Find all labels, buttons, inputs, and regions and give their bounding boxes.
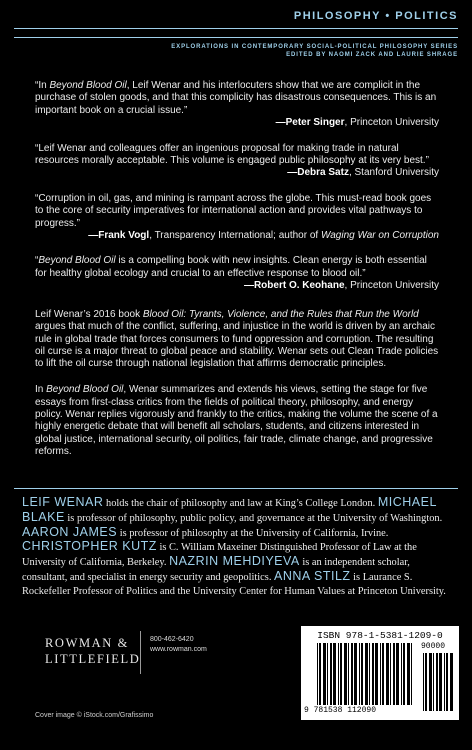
- barcode-bar: [439, 653, 442, 711]
- barcode-bar: [365, 643, 368, 705]
- barcode-bar: [333, 643, 336, 705]
- barcode-bar: [361, 643, 363, 705]
- barcode-addon-number: 90000: [421, 642, 446, 651]
- cover-image-credit: Cover image © iStock.com/Grafissimo: [35, 712, 154, 719]
- header-rule-bottom: [14, 37, 458, 38]
- barcode-bar: [411, 643, 412, 705]
- bio-text: is an independent scholar, consultant, and specialist in energy security and geopolitics.: [22, 557, 410, 583]
- barcode-bar: [369, 643, 370, 705]
- barcode-bar: [446, 653, 448, 711]
- endorsements: [35, 80, 439, 306]
- publisher-website: www.rowman.com: [150, 646, 207, 653]
- barcode-bar: [386, 643, 389, 705]
- barcode-bar: [401, 643, 402, 705]
- barcode-bar: [425, 653, 427, 711]
- publisher-name-line1: ROWMAN &: [45, 636, 129, 650]
- barcode-bar: [393, 643, 395, 705]
- series-editors: EDITED BY NAOMI ZACK AND LAURIE SHRAGE: [286, 52, 458, 58]
- bio-text: is Laurance S. Rockefeller Professor of Politics and the University Center for Human Values at Princeton University.: [22, 571, 446, 597]
- description-paragraph: Leif Wenar’s 2016 book Blood Oil: Tyrants, Violence, and the Rules that Run the World argues that much of the conflict, suffering, and injustice in the world is driven by an archaic rule in global trade that forces consumers to fund oppression and corruption. The resulting oil curse is a major threat to global peace and stability. Wenar sets out Clean Trade policies to lift the oil curse through national legislation that affirms democratic principles.: [35, 309, 439, 370]
- subject-category: PHILOSOPHY • POLITICS: [293, 10, 458, 22]
- bio-divider: [14, 488, 458, 489]
- barcode-bar: [403, 643, 405, 705]
- bio-text: is professor of philosophy at the University of California, Irvine.: [117, 527, 389, 539]
- barcode-bar: [436, 653, 438, 711]
- header-rule-top: [14, 28, 458, 29]
- barcode-bar: [450, 653, 453, 711]
- series-info: [171, 43, 458, 59]
- barcode-bar: [327, 643, 328, 705]
- barcode-bar: [380, 643, 381, 705]
- series-title: EXPLORATIONS IN CONTEMPORARY SOCIAL-POLITICAL PHILOSOPHY SERIES: [171, 44, 458, 50]
- barcode-addon-bars: [422, 653, 456, 711]
- barcode-bar: [382, 643, 384, 705]
- contributor-bios: [22, 496, 450, 599]
- barcode-bar: [429, 653, 432, 711]
- bio-text: is C. William Maxeiner Distinguished Professor of Law at the University of California, Berkeley.: [22, 542, 417, 569]
- bio-name: MICHAEL BLAKE: [22, 495, 437, 524]
- barcode-ean13-bars: [316, 643, 416, 705]
- bio-name: CHRISTOPHER KUTZ: [22, 539, 157, 554]
- barcode-bar: [330, 643, 332, 705]
- endorsement-text: “Beyond Blood Oil is a compelling book with new insights. Clean energy is both essential for healthy global ecology and crucial to an effective response to blood oil.”: [35, 255, 427, 279]
- book-description: [35, 309, 439, 472]
- endorsement-vogl: [35, 193, 439, 243]
- bio-text: holds the chair of philosophy and law at King’s College London.: [103, 498, 378, 509]
- barcode-bar: [444, 653, 445, 711]
- endorsement-attribution: —Peter Singer, Princeton University: [275, 117, 439, 129]
- endorsement-attribution: —Frank Vogl, Transparency International; author of Waging War on Corruption: [88, 230, 439, 242]
- endorsement-attribution: —Robert O. Keohane, Princeton University: [243, 280, 439, 292]
- barcode-bar: [348, 643, 349, 705]
- barcode-bar: [319, 643, 321, 705]
- endorsement-keohane: [35, 255, 439, 292]
- barcode-bar: [390, 643, 391, 705]
- bio-name: ANNA STILZ: [274, 568, 351, 583]
- endorsement-text: “Corruption in oil, gas, and mining is rampant across the globe. This must-read book goes to the core of security imperatives for international action and provides vital pathways to progress.”: [35, 192, 432, 229]
- barcode-bar: [375, 643, 378, 705]
- isbn-barcode: [301, 626, 459, 720]
- bio-text: is professor of philosophy, public policy, and governance at the University of Washington.: [64, 512, 443, 524]
- barcode-bar: [317, 643, 318, 705]
- endorsement-attribution: —Debra Satz, Stanford University: [287, 167, 439, 179]
- barcode-bar: [338, 643, 339, 705]
- barcode-bar: [323, 643, 326, 705]
- barcode-bar: [344, 643, 347, 705]
- barcode-bar: [351, 643, 353, 705]
- publisher-name-line2: LITTLEFIELD: [45, 652, 141, 666]
- barcode-bar: [354, 643, 357, 705]
- endorsement-satz: [35, 143, 439, 180]
- publisher-logo: [45, 635, 140, 667]
- endorsement-singer: [35, 80, 439, 130]
- barcode-bar: [396, 643, 399, 705]
- isbn-number: ISBN 978-1-5381-1209-0: [317, 630, 443, 641]
- barcode-bar: [433, 653, 434, 711]
- barcode-bar: [359, 643, 360, 705]
- endorsement-text: “Leif Wenar and colleagues offer an ingenious proposal for making trade in natural resources morally acceptable. This volume is engaged public philosophy at its very best.”: [35, 142, 429, 167]
- barcode-bar: [372, 643, 374, 705]
- barcode-bar: [407, 643, 410, 705]
- endorsement-text: “In Beyond Blood Oil, Leif Wenar and his interlocuters show that we are complicit in the purchase of stolen goods, and that this complicity has disastrous consequences. This is an important book on a crucial issue.”: [35, 80, 437, 116]
- publisher-phone: 800-462-6420: [150, 636, 194, 643]
- description-paragraph: In Beyond Blood Oil, Wenar summarizes and extends his views, setting the stage for five essays from first-class critics from the fields of political theory, philosophy, and energy policy. Wenar replies vigorously and frankly to the critics, making the volume the scene of a highly energetic debate that will benefit all scholars, students, and citizens interested in global justice, international security, oil politics, fair trade, climate change, and progressive reforms.: [35, 384, 438, 457]
- barcode-bar: [423, 653, 424, 711]
- bio-name: LEIF WENAR: [22, 495, 104, 509]
- bio-name: NAZRIN MEHDIYEVA: [169, 554, 300, 569]
- publisher-divider: [140, 631, 141, 674]
- barcode-bar: [340, 643, 342, 705]
- barcode-digits: 9 781538 112090: [304, 706, 377, 715]
- publisher-contact: [150, 635, 207, 655]
- bio-name: AARON JAMES: [22, 524, 118, 539]
